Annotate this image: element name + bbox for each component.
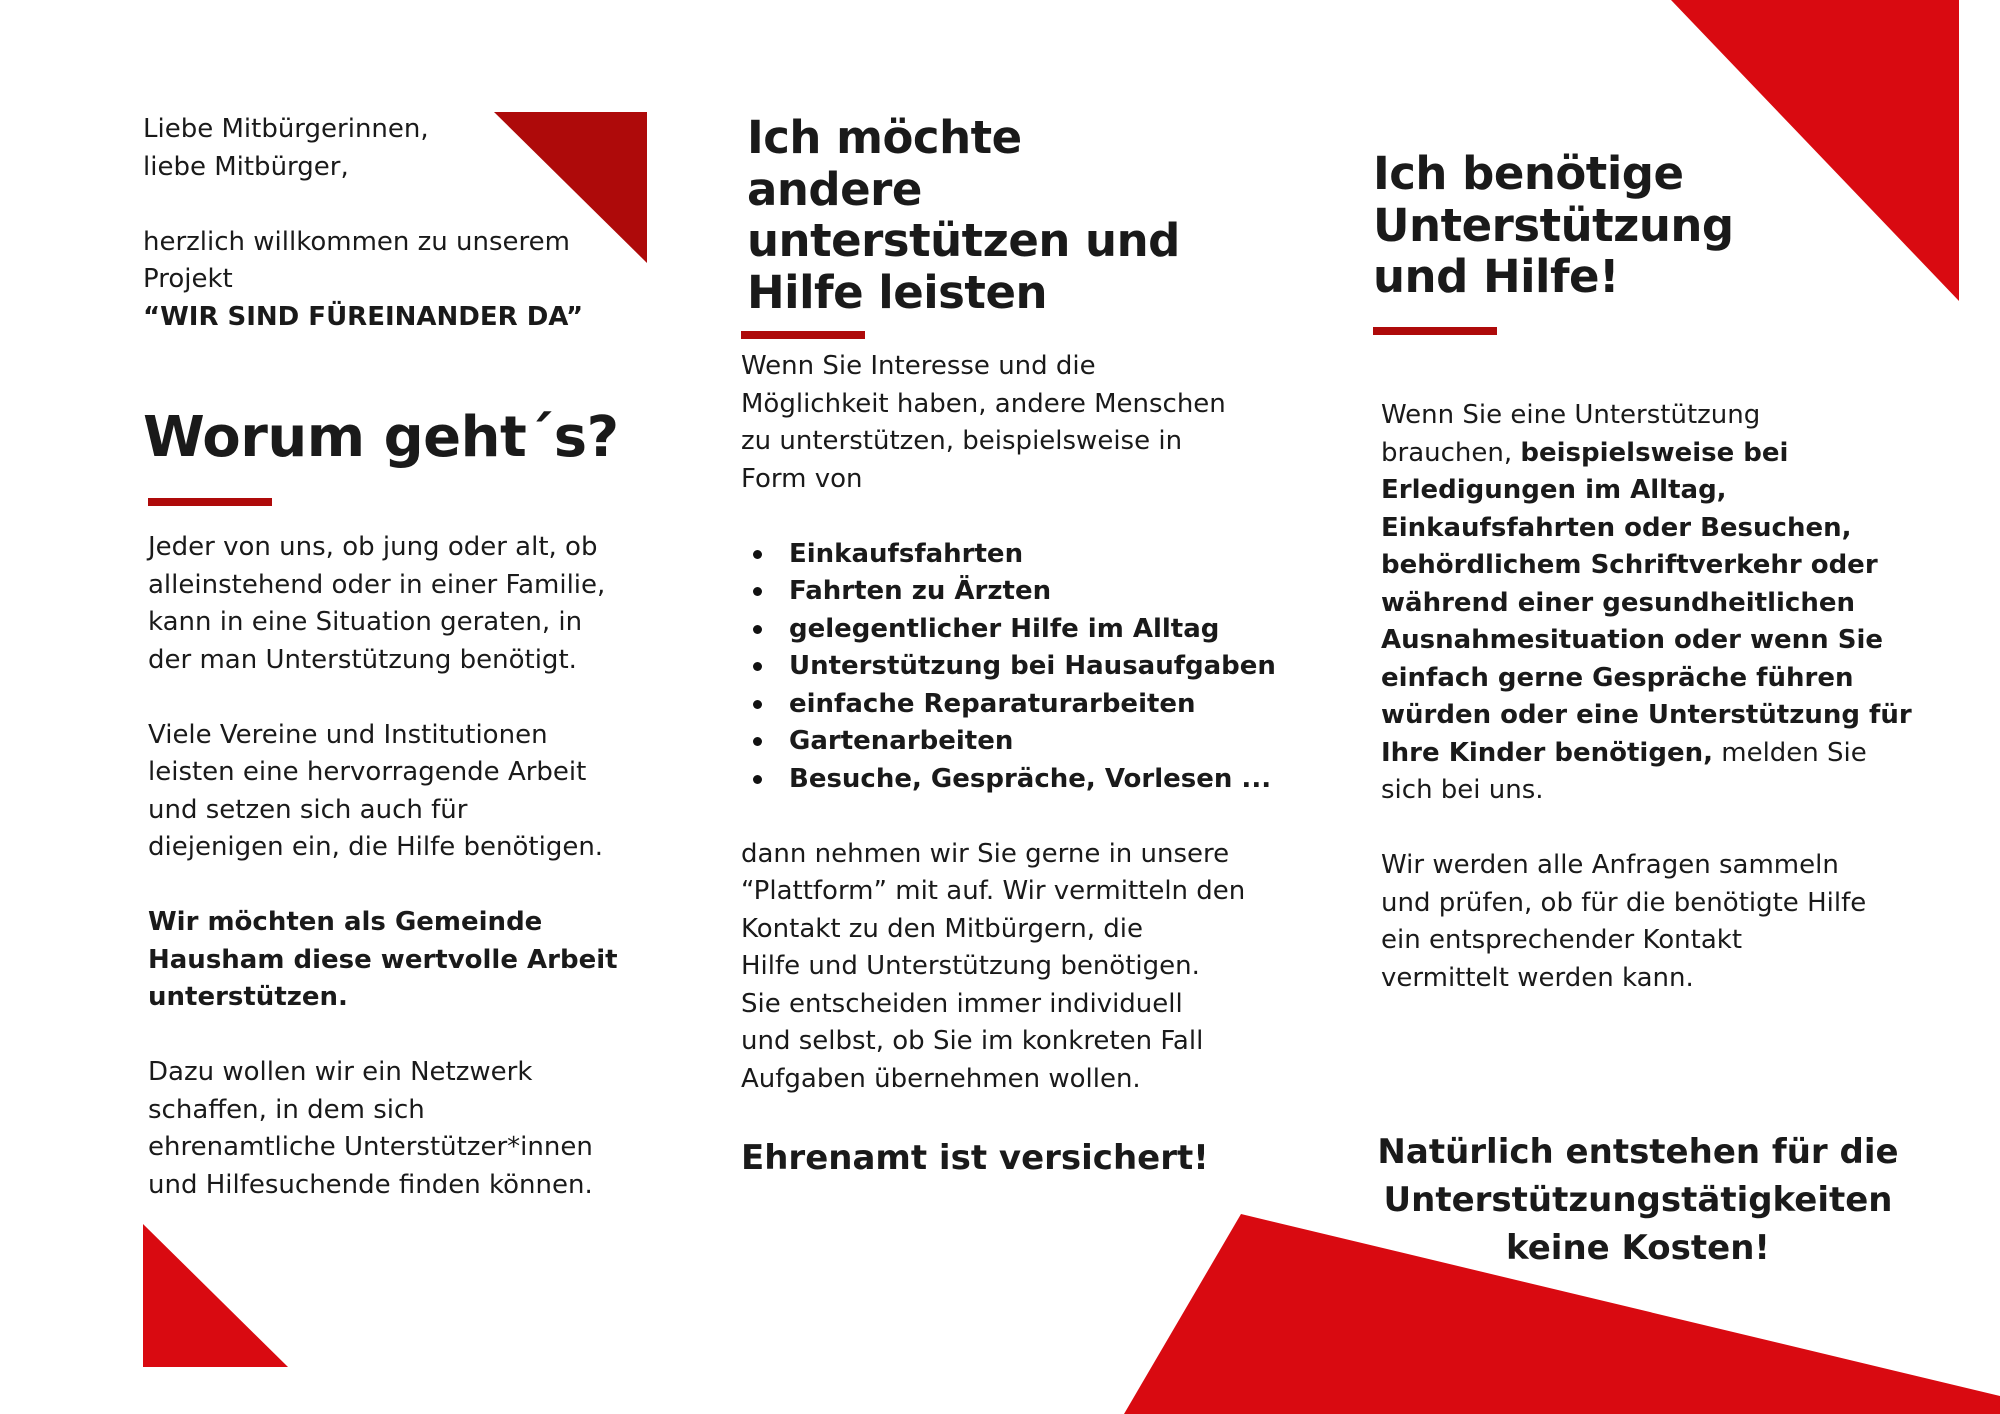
p1-bold-line: behördlichem Schriftverkehr oder <box>1381 550 1878 580</box>
panel-right-body <box>1381 397 1921 997</box>
outro-line: “Plattform” mit auf. Wir vermitteln den <box>741 876 1246 906</box>
para4-line: ehrenamtliche Unterstützer*innen <box>148 1132 593 1162</box>
outro-line: Hilfe und Unterstützung benötigen. <box>741 951 1200 981</box>
cost-note <box>1366 1128 1910 1272</box>
heading-underline-left <box>148 498 272 506</box>
intro-line: Wenn Sie Interesse und die <box>741 351 1096 381</box>
insured-note: Ehrenamt ist versichert! <box>741 1138 1209 1178</box>
outro-line: Aufgaben übernehmen wollen. <box>741 1063 1141 1094</box>
triangle-red-bottom-left <box>143 1224 288 1367</box>
para4-line: schaffen, in dem sich <box>148 1094 425 1125</box>
list-item: Gartenarbeiten <box>789 723 1281 761</box>
para2-line: Viele Vereine und Institutionen <box>148 719 548 750</box>
p2-line: ein entsprechender Kontakt <box>1381 925 1743 955</box>
panel-middle-body <box>741 348 1281 1098</box>
outro-line: und selbst, ob Sie im konkreten Fall <box>741 1026 1204 1056</box>
para3-line: Wir möchten als Gemeinde <box>148 907 543 937</box>
intro-line: Form von <box>741 463 863 494</box>
list-item: einfache Reparaturarbeiten <box>789 686 1281 724</box>
p1-bold-line: während einer gesundheitlichen <box>1381 587 1855 618</box>
p2-line: und prüfen, ob für die benötigte Hilfe <box>1381 887 1867 918</box>
outro-line: Kontakt zu den Mitbürgern, die <box>741 913 1143 944</box>
p1-bold-line: einfach gerne Gespräche führen <box>1381 662 1854 693</box>
heading-underline-middle <box>741 331 865 339</box>
para1-line: Jeder von uns, ob jung oder alt, ob <box>148 532 598 562</box>
heading-line: Unterstützung <box>1373 198 1734 252</box>
greeting-line-2: liebe Mitbürger, <box>143 151 349 182</box>
heading-underline-right <box>1373 327 1497 335</box>
p1-line: brauchen, beispielsweise bei <box>1381 437 1789 468</box>
para4-line: und Hilfesuchende finden können. <box>148 1169 593 1200</box>
list-item: Besuche, Gespräche, Vorlesen ... <box>789 761 1281 799</box>
p2-line: vermittelt werden kann. <box>1381 962 1694 993</box>
cost-note-line: Natürlich entstehen für die <box>1377 1132 1899 1172</box>
list-item: gelegentlicher Hilfe im Alltag <box>789 611 1281 649</box>
p1-line: sich bei uns. <box>1381 775 1544 805</box>
p1-line: Ihre Kinder benötigen, melden Sie <box>1381 737 1867 768</box>
panel-left-body <box>148 529 648 1204</box>
project-name: “WIR SIND FÜREINANDER DA” <box>143 301 584 332</box>
cost-note-line: keine Kosten! <box>1506 1228 1770 1268</box>
para4-line: Dazu wollen wir ein Netzwerk <box>148 1057 533 1087</box>
p1-line: Wenn Sie eine Unterstützung <box>1381 400 1761 430</box>
outro-line: Sie entscheiden immer individuell <box>741 988 1183 1019</box>
para1-line: der man Unterstützung benötigt. <box>148 644 577 675</box>
heading-line: Hilfe leisten <box>747 265 1047 319</box>
greeting-line-1: Liebe Mitbürgerinnen, <box>143 114 429 144</box>
list-item: Unterstützung bei Hausaufgaben <box>789 648 1281 686</box>
heading-line: unterstützen und <box>747 214 1180 267</box>
para2-line: und setzen sich auch für <box>148 794 468 825</box>
section-heading-worum: Worum geht´s? <box>143 405 619 470</box>
para2-line: diejenigen ein, die Hilfe benötigen. <box>148 832 604 862</box>
welcome-line-1: herzlich willkommen zu unserem <box>143 226 570 257</box>
p1-bold-line: Ausnahmesituation oder wenn Sie <box>1381 625 1884 655</box>
panel-left <box>143 111 643 336</box>
intro-line: zu unterstützen, beispielsweise in <box>741 426 1183 456</box>
para1-line: kann in eine Situation geraten, in <box>148 607 583 637</box>
para1-line: alleinstehend oder in einer Familie, <box>148 569 606 600</box>
p1-bold-line: würden oder eine Unterstützung für <box>1381 700 1912 730</box>
p1-bold-line: Erledigungen im Alltag, <box>1381 475 1727 505</box>
help-offer-list <box>741 536 1281 799</box>
cost-note-line: Unterstützungstätigkeiten <box>1383 1180 1893 1220</box>
heading-line: und Hilfe! <box>1373 250 1620 303</box>
p1-bold-line: Einkaufsfahrten oder Besuchen, <box>1381 512 1852 543</box>
heading-line: Ich möchte <box>747 111 1022 164</box>
para3-line: Hausham diese wertvolle Arbeit <box>148 944 618 975</box>
heading-line: Ich benötige <box>1373 147 1684 200</box>
intro-line: Möglichkeit haben, andere Menschen <box>741 388 1226 419</box>
heading-line: andere <box>747 162 922 216</box>
outro-line: dann nehmen wir Sie gerne in unsere <box>741 838 1230 869</box>
panel-right-heading <box>1373 148 1833 303</box>
welcome-line-2: Projekt <box>143 264 233 294</box>
p2-line: Wir werden alle Anfragen sammeln <box>1381 850 1839 880</box>
para3-line: unterstützen. <box>148 982 348 1012</box>
para2-line: leisten eine hervorragende Arbeit <box>148 757 587 787</box>
list-item: Einkaufsfahrten <box>789 536 1281 574</box>
panel-middle-heading <box>747 112 1207 318</box>
list-item: Fahrten zu Ärzten <box>789 573 1281 611</box>
